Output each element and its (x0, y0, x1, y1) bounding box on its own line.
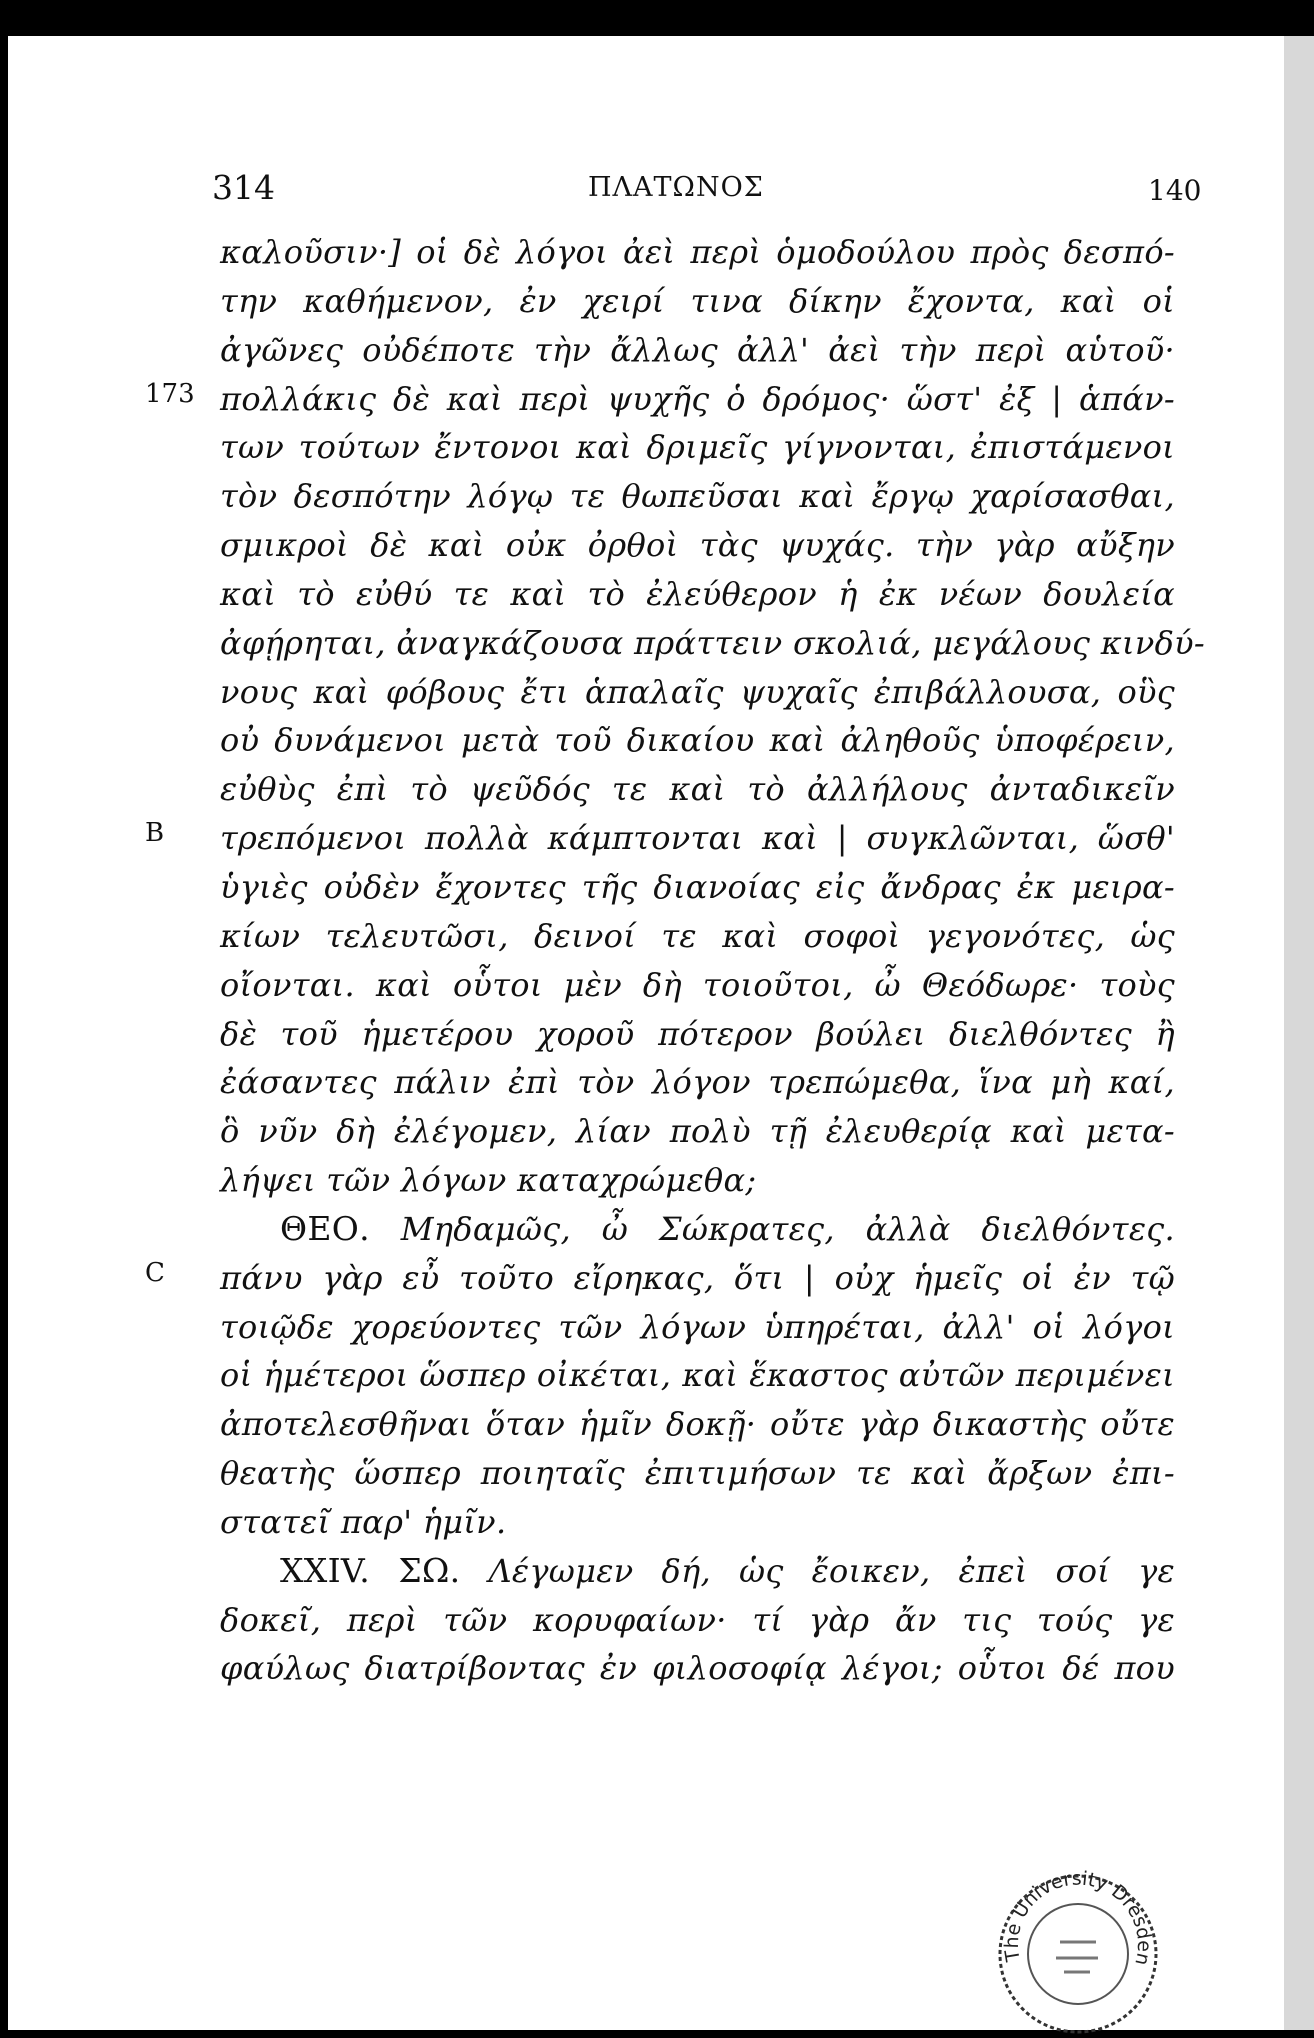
line-text: τρεπόμενοι πολλὰ κάμπτονται καὶ | συγκλῶνται, ὥσθ' (220, 819, 1175, 858)
line-text: δοκεῖ, περὶ τῶν κορυφαίων· τί γὰρ ἄν τις τούς γε (220, 1600, 1175, 1639)
line-text: ἀφῄρηται, ἀναγκάζουσα πράττειν σκολιά, μεγάλους κινδύ- (220, 623, 1206, 662)
line-text: ἀποτελεσθῆναι ὅταν ἡμῖν δοκῇ· οὔτε γὰρ δικαστὴς οὔτε (220, 1405, 1175, 1444)
line-text: ὑγιὲς οὐδὲν ἔχοντες τῆς διανοίας εἰς ἄνδρας ἐκ μειρα- (220, 867, 1175, 906)
line-text: οἱ ἡμέτεροι ὥσπερ οἰκέται, καὶ ἕκαστος αὐτῶν περιμένει (220, 1356, 1175, 1395)
text-line (0, 716, 1314, 765)
text-line (0, 1449, 1314, 1498)
text-line (0, 375, 1314, 424)
line-text: κίων τελευτῶσι, δεινοί τε καὶ σοφοὶ γεγονότες, ὡς (220, 916, 1175, 955)
line-text: ὃ νῦν δὴ ἐλέγομεν, λίαν πολὺ τῇ ἐλευθερίᾳ καὶ μετα- (220, 1112, 1175, 1151)
text-line (0, 326, 1314, 375)
line-text: Λέγωμεν δή, ὡς ἔοικεν, ἐπεὶ σοί γε (488, 1551, 1175, 1590)
text-line (0, 1547, 1314, 1596)
text-line (0, 1254, 1314, 1303)
line-text: εὐθὺς ἐπὶ τὸ ψεῦδός τε καὶ τὸ ἀλλήλους ἀνταδικεῖν (220, 770, 1175, 809)
text-line (0, 1156, 1314, 1205)
text-line (0, 912, 1314, 961)
text-line (0, 1596, 1314, 1645)
line-text: τὸν δεσπότην λόγῳ τε θωπεῦσαι καὶ ἔργῳ χαρίσασθαι, (220, 477, 1175, 516)
greek-text-body (0, 228, 1314, 1693)
speaker-label: XXIV. ΣΩ. (280, 1550, 461, 1590)
speaker-line (280, 1205, 1175, 1253)
text-line (0, 228, 1314, 277)
line-text: δὲ τοῦ ἡμετέρου χοροῦ πότερον βούλει διελθόντες ἢ (220, 1014, 1175, 1053)
line-text: οὐ δυνάμενοι μετὰ τοῦ δικαίου καὶ ἀληθοῦς ὑποφέρειν, (220, 721, 1175, 760)
stephanus-margin-marker: C (145, 1257, 165, 1288)
text-line (0, 1205, 1314, 1254)
line-text: οἴονται. καὶ οὗτοι μὲν δὴ τοιοῦτοι, ὦ Θεόδωρε· τοὺς (220, 965, 1175, 1004)
line-text: καλοῦσιν·] οἱ δὲ λόγοι ἀεὶ περὶ ὁμοδούλου πρὸς δεσπό- (220, 233, 1175, 271)
text-line (0, 472, 1314, 521)
page-number: 314 (212, 168, 275, 207)
page-header (0, 150, 1314, 220)
text-line (0, 570, 1314, 619)
text-line (0, 1400, 1314, 1449)
line-text: Μηδαμῶς, ὦ Σώκρατες, ἀλλὰ διελθόντες. (400, 1209, 1175, 1248)
line-text: νους καὶ φόβους ἔτι ἁπαλαῖς ψυχαῖς ἐπιβάλλουσα, οὓς (220, 672, 1175, 711)
running-title: ΠΛΑΤΩΝΟΣ (588, 172, 764, 203)
text-line (0, 1351, 1314, 1400)
line-text: σμικροὶ δὲ καὶ οὐκ ὀρθοὶ τὰς ψυχάς. τὴν γὰρ αὔξην (220, 526, 1175, 565)
text-line (0, 1498, 1314, 1547)
speaker-label: ΘΕΟ. (280, 1208, 370, 1248)
stephanus-margin-marker: B (145, 818, 165, 849)
text-line (0, 1644, 1314, 1693)
line-text: ἐάσαντες πάλιν ἐπὶ τὸν λόγον τρεπώμεθα, ἵνα μὴ καί, (220, 1063, 1175, 1102)
speaker-line (280, 1547, 1175, 1595)
text-line (0, 668, 1314, 717)
text-line (0, 1010, 1314, 1059)
text-line (0, 863, 1314, 912)
stephanus-margin-marker: 173 (145, 378, 195, 409)
line-text: καὶ τὸ εὐθύ τε καὶ τὸ ἐλεύθερον ἡ ἐκ νέων δουλεία (220, 574, 1175, 613)
text-line (0, 1303, 1314, 1352)
line-text: λήψει τῶν λόγων καταχρώμεθα; (220, 1161, 757, 1200)
text-line (0, 619, 1314, 668)
line-text: πολλάκις δὲ καὶ περὶ ψυχῆς ὁ δρόμος· ὥστ' ἐξ | ἁπάν- (220, 379, 1175, 418)
line-text: ἀγῶνες οὐδέποτε τὴν ἄλλως ἀλλ' ἀεὶ τὴν περὶ αὑτοῦ· (220, 330, 1175, 369)
text-line (0, 765, 1314, 814)
stamp-text: The University Dresden (1000, 1867, 1156, 1968)
text-line (0, 961, 1314, 1010)
text-line (0, 423, 1314, 472)
line-text: στατεῖ παρ' ἡμῖν. (220, 1502, 507, 1541)
stephanus-page-number: 140 (1148, 174, 1202, 207)
text-line (0, 1058, 1314, 1107)
text-line (0, 521, 1314, 570)
line-text: των τούτων ἔντονοι καὶ δριμεῖς γίγνονται, ἐπιστάμενοι (220, 428, 1175, 467)
library-stamp-icon (990, 1862, 1166, 2038)
text-line (0, 1107, 1314, 1156)
svg-text:The University Dresden (1001, 1868, 1155, 1968)
line-text: θεατὴς ὥσπερ ποιηταῖς ἐπιτιμήσων τε καὶ ἄρξων ἐπι- (220, 1454, 1175, 1493)
line-text: την καθήμενον, ἐν χειρί τινα δίκην ἔχοντα, καὶ οἱ (220, 281, 1175, 320)
text-line (0, 277, 1314, 326)
line-text: φαύλως διατρίβοντας ἐν φιλοσοφίᾳ λέγοι; οὗτοι δέ που (220, 1649, 1175, 1688)
line-text: τοιῷδε χορεύοντες τῶν λόγων ὑπηρέται, ἀλλ' οἱ λόγοι (220, 1307, 1175, 1346)
line-text: πάνυ γὰρ εὖ τοῦτο εἴρηκας, ὅτι | οὐχ ἡμεῖς οἱ ἐν τῷ (220, 1258, 1175, 1297)
text-line (0, 814, 1314, 863)
